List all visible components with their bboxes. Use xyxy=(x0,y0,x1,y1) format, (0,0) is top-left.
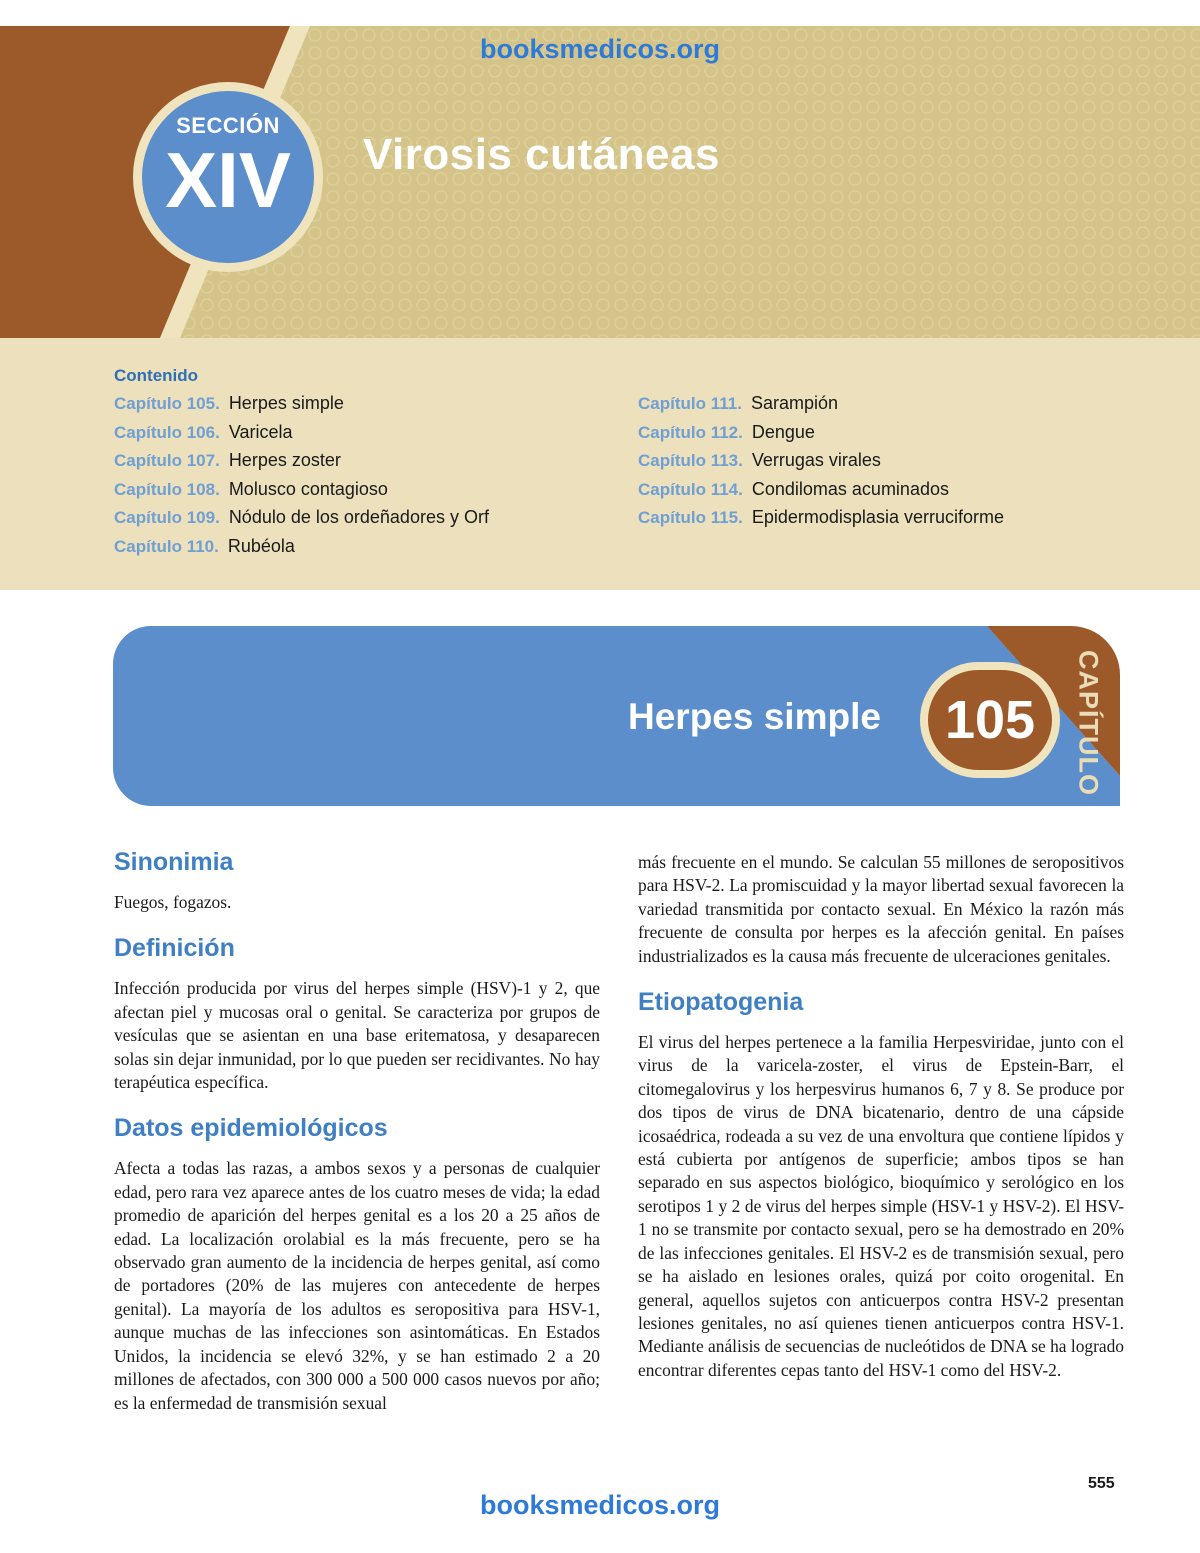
site-watermark-top[interactable]: booksmedicos.org xyxy=(479,34,721,64)
body-right-column xyxy=(638,851,1124,1382)
contents-title: Contenido xyxy=(114,366,199,385)
toc-chapter-number: Capítulo 109. xyxy=(114,508,220,528)
toc-left-column xyxy=(114,389,489,561)
toc-item[interactable] xyxy=(638,475,1004,504)
toc-right-column xyxy=(638,389,1004,532)
toc-chapter-number: Capítulo 111. xyxy=(638,394,742,413)
contents-box xyxy=(0,338,1200,590)
toc-item[interactable] xyxy=(638,389,1004,418)
toc-item[interactable] xyxy=(638,418,1004,447)
section-label: SECCIÓN xyxy=(176,113,280,138)
toc-chapter-name: Varicela xyxy=(228,421,293,442)
section-badge xyxy=(133,82,323,272)
toc-item[interactable] xyxy=(638,446,1004,475)
heading-sinonimia: Sinonimia xyxy=(114,848,234,876)
toc-item[interactable] xyxy=(114,389,489,418)
toc-chapter-name: Sarampión xyxy=(750,393,838,413)
toc-chapter-number: Capítulo 112. xyxy=(638,422,743,442)
heading-epidemiologia: Datos epidemiológicos xyxy=(114,1114,388,1143)
paragraph-epidemiologia: Afecta a todas las razas, a ambos sexos y a personas de cualquier edad, pero rara vez aparece antes de los cuatro meses de vida; la edad promedio de aparición del herpes genital es a los 20 a 25 años de edad. La localización orolabial es la más frecuente, pero se ha observado gran aumento de la incidencia de herpes genital, así como de portadores (20% de las mujeres con antecedente de herpes genital). La mayoría de los adultos es seropositiva para HSV-1, aunque muchas de las infecciones son asintomáticas. En Estados Unidos, la incidencia se elevó 32%, y se han estimado 2 a 20 millones de afectados, con 300 000 a 500 000 casos nuevos por año; es la enfermedad de transmisión sexual xyxy=(114,1158,600,1413)
toc-chapter-name: Herpes zoster xyxy=(228,450,341,471)
toc-item[interactable] xyxy=(114,475,489,504)
toc-chapter-number: Capítulo 113. xyxy=(638,451,743,471)
chapter-label-vertical xyxy=(1064,648,1112,798)
toc-chapter-name: Nódulo de los ordeñadores y Orf xyxy=(228,507,489,528)
toc-chapter-name: Herpes simple xyxy=(228,393,344,413)
heading-etiopatogenia: Etiopatogenia xyxy=(638,988,804,1017)
chapter-label: CAPÍTULO xyxy=(1073,650,1104,796)
toc-item[interactable] xyxy=(114,532,489,561)
toc-chapter-number: Capítulo 110. xyxy=(114,536,219,556)
toc-item[interactable] xyxy=(114,503,489,532)
paragraph-sinonimia: Fuegos, fogazos. xyxy=(114,892,232,912)
toc-chapter-name: Molusco contagioso xyxy=(228,478,388,499)
paragraph-epidemiologia-continued: más frecuente en el mundo. Se calculan 55 millones de seropositivos para HSV-2. La promiscuidad y la mayor libertad sexual favorecen la variedad transmitida por contacto sexual. En México la razón más frecuente de consulta por herpes es la afección genital. En países industrializados es la causa más frecuente de ulceraciones genitales. xyxy=(638,852,1124,966)
toc-chapter-number: Capítulo 105. xyxy=(114,394,220,413)
toc-chapter-number: Capítulo 106. xyxy=(114,422,220,442)
section-title: Virosis cutáneas xyxy=(363,130,720,179)
toc-chapter-name: Verrugas virales xyxy=(751,450,881,471)
page-number: 555 xyxy=(1088,1475,1115,1492)
body-left-column xyxy=(114,848,600,1415)
toc-chapter-number: Capítulo 108. xyxy=(114,479,220,499)
chapter-title: Herpes simple xyxy=(628,696,881,737)
toc-chapter-number: Capítulo 114. xyxy=(638,479,743,499)
toc-item[interactable] xyxy=(114,418,489,447)
paragraph-etiopatogenia: El virus del herpes pertenece a la familia Herpesviridae, junto con el virus de la varicela-zoster, el virus de Epstein-Barr, el citomegalovirus y los herpesvirus humanos 6, 7 y 8. Se produce por dos tipos de virus de DNA bicatenario, dentro de una cápside icosaédrica, rodeada a su vez de una envoltura que contiene lípidos y está cubierta por antígenos de superficie; ambos tipos se han separado en sus aspectos biológico, bioquímico y serológico en los serotipos 1 y 2 de virus del herpes simple (HSV-1 y HSV-2). El HSV-1 no se transmite por contacto sexual, pero se ha demostrado en 20% de las infecciones genitales. El HSV-2 es de transmisión sexual, pero se ha aislado en lesiones orales, quizá por coito orogenital. En general, aquellos sujetos con anticuerpos contra HSV-2 presentan lesiones genitales, no así quienes tienen anticuerpos contra HSV-1. Mediante análisis de secuencias de nucleótidos de DNA se ha logrado encontrar diferentes cepas tanto del HSV-1 como del HSV-2. xyxy=(638,1032,1124,1380)
toc-item[interactable] xyxy=(114,446,489,475)
toc-chapter-name: Rubéola xyxy=(227,535,295,556)
site-watermark-bottom[interactable]: booksmedicos.org xyxy=(479,1490,721,1520)
chapter-number-badge: 105 xyxy=(920,662,1060,778)
toc-chapter-name: Condilomas acuminados xyxy=(751,478,949,499)
toc-chapter-number: Capítulo 115. xyxy=(638,508,743,528)
toc-item[interactable] xyxy=(638,503,1004,532)
toc-chapter-name: Dengue xyxy=(751,421,815,442)
toc-chapter-number: Capítulo 107. xyxy=(114,451,220,471)
section-number: XIV xyxy=(165,136,291,224)
heading-definicion: Definición xyxy=(114,934,235,963)
toc-chapter-name: Epidermodisplasia verruciforme xyxy=(751,507,1004,528)
paragraph-definicion: Infección producida por virus del herpes simple (HSV)-1 y 2, que afectan piel y mucosas oral o genital. Se caracteriza por grupos de vesículas que se asientan en una base eritematosa, y desaparecen solas sin dejar inmunidad, por lo que pueden ser recidivantes. No hay terapéutica específica. xyxy=(114,978,600,1093)
